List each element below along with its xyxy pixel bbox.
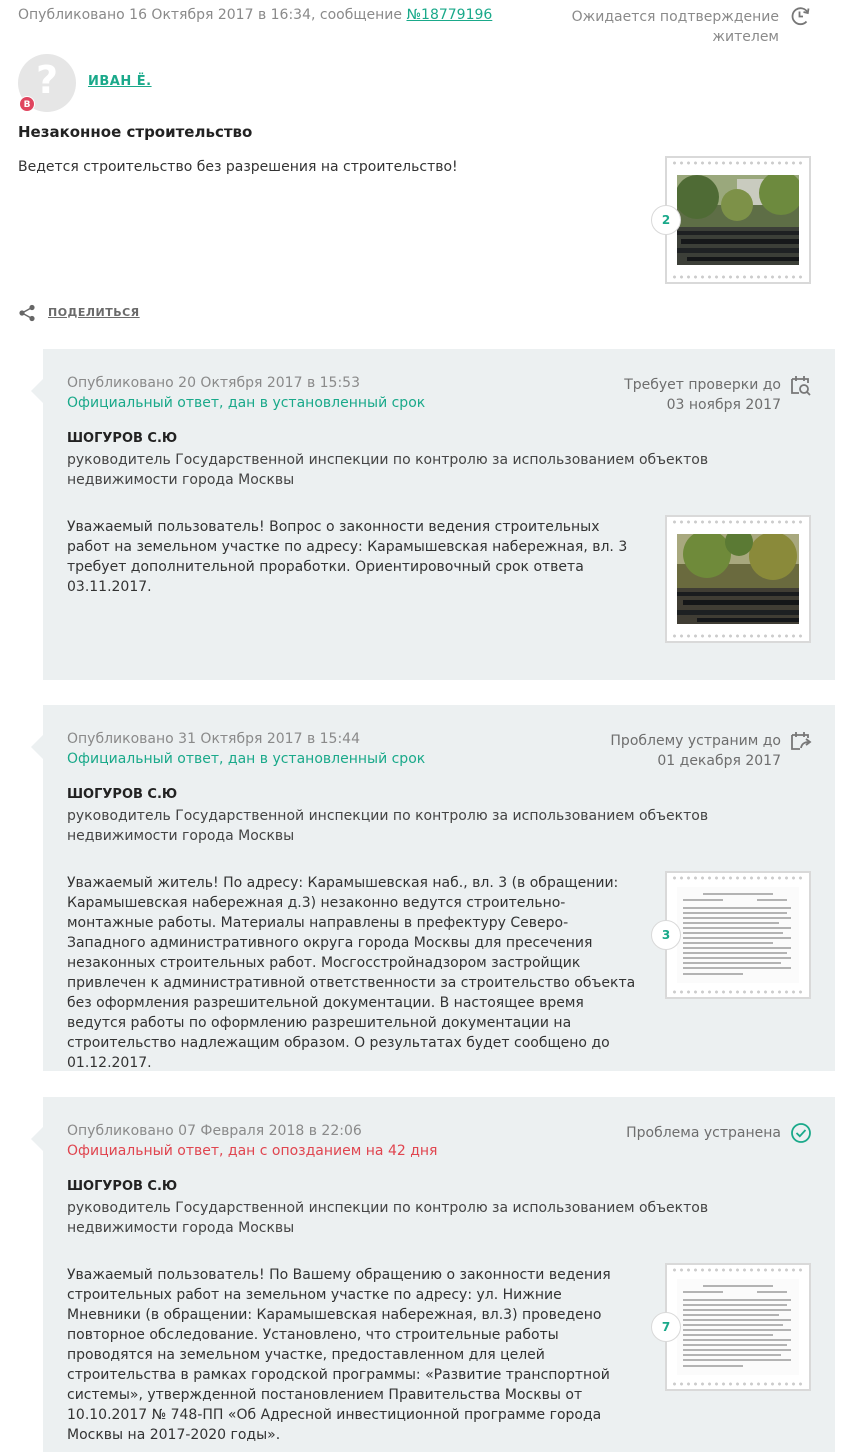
post-published: Опубликовано 16 Октября 2017 в 16:34, сообщение xyxy=(18,7,407,23)
answer-published: Опубликовано 20 Октября 2017 в 15:53 xyxy=(67,375,360,391)
post-meta xyxy=(18,7,492,23)
post-title: Незаконное строительство xyxy=(18,123,253,141)
answer-status-label: Проблема устранена xyxy=(626,1125,781,1141)
post-status: Ожидается подтверждение жителем xyxy=(571,9,779,45)
author-link[interactable]: ИВАН Ё. xyxy=(88,74,152,89)
answer-document-gallery[interactable] xyxy=(661,1263,811,1391)
answer-document-gallery[interactable] xyxy=(661,871,811,999)
construction-photo xyxy=(677,175,799,265)
answer-published: Опубликовано 07 Февраля 2018 в 22:06 xyxy=(67,1123,362,1139)
check-circle-icon xyxy=(789,1121,813,1145)
avatar-badge: В xyxy=(19,96,35,112)
share-link[interactable]: ПОДЕЛИТЬСЯ xyxy=(48,306,140,319)
official-answer xyxy=(43,1097,835,1452)
share-icon[interactable] xyxy=(18,304,36,322)
clock-history-icon xyxy=(788,4,812,28)
calendar-forward-icon xyxy=(789,729,813,753)
answer-notch xyxy=(31,735,43,759)
post-text: Ведется строительство без разрешения на строительство! xyxy=(18,159,458,175)
official-answer xyxy=(43,705,835,1071)
answer-published: Опубликовано 31 Октября 2017 в 15:44 xyxy=(67,731,360,747)
post-photo-gallery[interactable] xyxy=(661,156,811,284)
answer-photo[interactable] xyxy=(665,515,811,643)
message-id-link[interactable]: №18779196 xyxy=(406,7,493,23)
responder-role: руководитель Государственной инспекции по контролю за использованием объектов недвижимости города Москвы xyxy=(67,808,709,844)
answer-status-date: 03 ноября 2017 xyxy=(666,397,781,413)
calendar-search-icon xyxy=(789,373,813,397)
answer-text: Уважаемый пользователь! Вопрос о законности ведения строительных работ на земельном участке по адресу: Карамышевская набережная, вл. 3 требует дополнительной проработки. Ориентировочный срок ответа 03.11.2017. xyxy=(67,519,628,595)
answer-status xyxy=(626,1123,781,1143)
answer-notch xyxy=(31,379,43,403)
answer-text: Уважаемый житель! По адресу: Карамышевская наб., вл. 3 (в обращении: Карамышевская набережная д.3) незаконно ведутся строительно-монтажные работы. Материалы направлены в префектуру Северо-Западного административного округа города Москвы для пресечения незаконных строительных работ. Мосгосстройнадзором застройщик привлечен к административной ответственности за строительство объекта без оформления разрешительной документации. В настоящее время ведутся работы по оформлению разрешительной документации на строительство надлежащим образом. О результатах будет сообщено до 01.12.2017. xyxy=(67,875,636,1071)
document-scan xyxy=(677,1279,799,1375)
responder-name: ШОГУРОВ С.Ю xyxy=(67,431,178,446)
avatar[interactable]: ? xyxy=(18,54,76,112)
answer-status xyxy=(610,731,781,771)
document-count-badge: 3 xyxy=(651,920,681,950)
responder-name: ШОГУРОВ С.Ю xyxy=(67,1179,178,1194)
answer-status-label: Требует проверки до xyxy=(624,377,781,393)
answer-status-date: 01 декабря 2017 xyxy=(657,753,781,769)
document-scan xyxy=(677,887,799,983)
answer-timeliness: Официальный ответ, дан с опозданием на 42 дня xyxy=(67,1143,438,1159)
answer-status xyxy=(624,375,781,415)
answer-text: Уважаемый пользователь! По Вашему обращению о законности ведения строительных работ на земельном участке по адресу: ул. Нижние Мневники (в обращении: Карамышевская набережная, вл.3) проведено повторное обследование. Установлено, что строительные работы проводятся на земельном участке, предоставленном для целей строительства в рамках городской программы: «Развитие транспортной системы», утвержденной постановлением Правительства Москвы от 10.10.2017 № 748-ПП «Об Адресной инвестиционной программе города Москвы на 2017-2020 годы». xyxy=(67,1267,611,1443)
answer-notch xyxy=(31,1127,43,1151)
official-answer xyxy=(43,349,835,680)
responder-role: руководитель Государственной инспекции по контролю за использованием объектов недвижимости города Москвы xyxy=(67,452,709,488)
responder-name: ШОГУРОВ С.Ю xyxy=(67,787,178,802)
photo-count-badge: 2 xyxy=(651,205,681,235)
document-count-badge: 7 xyxy=(651,1312,681,1342)
responder-role: руководитель Государственной инспекции по контролю за использованием объектов недвижимости города Москвы xyxy=(67,1200,709,1236)
answer-status-label: Проблему устраним до xyxy=(610,733,781,749)
construction-photo xyxy=(677,534,799,624)
answer-timeliness: Официальный ответ, дан в установленный срок xyxy=(67,395,426,411)
answer-timeliness: Официальный ответ, дан в установленный срок xyxy=(67,751,426,767)
